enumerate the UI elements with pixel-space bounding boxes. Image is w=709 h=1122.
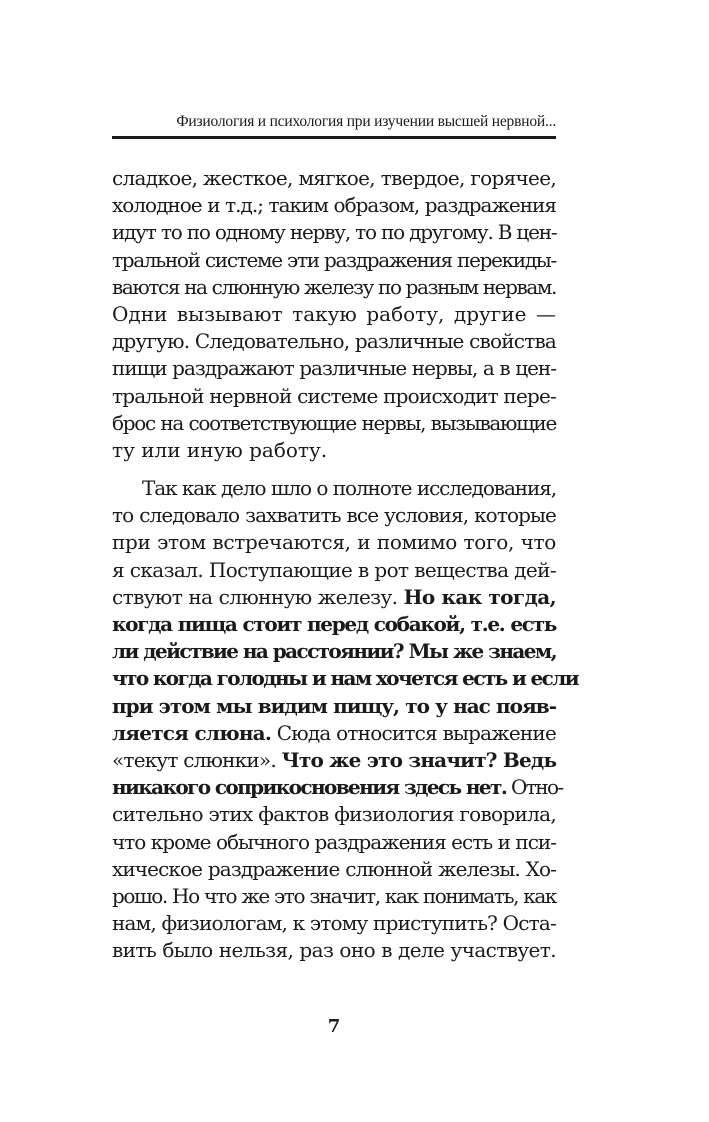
text-line: что кроме обычного раздражения есть и пси- <box>112 829 556 854</box>
text-line <box>112 747 556 774</box>
paragraph-1 <box>112 165 556 464</box>
plain-run: ствуют на слюнную железу. <box>112 584 398 609</box>
text-line <box>112 611 556 638</box>
page-number: 7 <box>327 1016 341 1037</box>
paragraph-gap <box>112 464 556 475</box>
text-line: холодное и т.д.; таким образом, раздражения <box>112 193 556 218</box>
bold-run: при этом мы видим пищу, то у нас появ- <box>112 693 556 718</box>
text-line: рошо. Но что же это значит, как понимать, как <box>112 883 556 908</box>
bold-run: ляется слюна. <box>112 720 272 745</box>
text-line: пищи раздражают различные нервы, а в цен- <box>112 356 556 381</box>
text-line <box>112 693 556 720</box>
text-line: то следовало захватить все условия, которые <box>112 503 556 528</box>
page-body <box>112 165 578 964</box>
text-line: сительно этих фактов физиология говорила, <box>112 802 556 827</box>
text-line <box>112 774 563 801</box>
text-line: другую. Следовательно, различные свойства <box>112 329 557 354</box>
text-line: при этом встречаются, и помимо того, что <box>112 530 556 555</box>
bold-run: ли действие на расстоянии? Мы же знаем, <box>112 639 556 664</box>
text-line: я сказал. Поступающие в рот вещества дей- <box>112 557 557 582</box>
bold-run: никакого соприкосновения здесь нет. <box>112 775 507 800</box>
bold-run: Но как тогда, <box>403 584 556 609</box>
text-line: брос на соответствующие нервы, вызывающие <box>112 410 556 435</box>
plain-run: Сюда относится выражение <box>276 720 557 745</box>
text-line: идут то по одному нерву, то по другому. В цен- <box>112 220 557 245</box>
text-line <box>112 720 556 747</box>
bold-run: Что же это значит? Ведь <box>281 747 557 772</box>
paragraph-2 <box>112 475 578 964</box>
text-line: нам, физиологам, к этому приступить? Оста- <box>112 911 556 936</box>
text-line: Так как дело шло о полноте исследования, <box>142 476 556 501</box>
text-line: ту или иную работу. <box>112 437 328 462</box>
bold-run: когда пища стоит перед собакой, т.е. есть <box>112 612 556 636</box>
text-line: вить было нельзя, раз оно в деле участвует. <box>112 938 556 963</box>
plain-run: «текут слюнки». <box>112 747 276 772</box>
text-line: Одни вызывают такую работу, другие — <box>112 301 556 326</box>
running-header: Физиология и психология при изучении высшей нервной... <box>176 113 556 130</box>
text-line <box>112 638 556 665</box>
text-line <box>112 665 578 692</box>
text-line: ваются на слюнную железу по разным нервам. <box>112 274 556 299</box>
header-rule <box>112 136 556 139</box>
text-line: хическое раздражение слюнной железы. Хо- <box>112 856 556 881</box>
text-line: тральной системе эти раздражения перекиды- <box>112 247 556 272</box>
text-line <box>112 584 556 611</box>
plain-run: Отно- <box>510 775 563 800</box>
text-line: сладкое, жесткое, мягкое, твердое, горячее, <box>112 166 556 190</box>
text-line: тральной нервной системе происходит пере- <box>112 383 556 408</box>
bold-run: что когда голодны и нам хочется есть и если <box>112 666 578 691</box>
